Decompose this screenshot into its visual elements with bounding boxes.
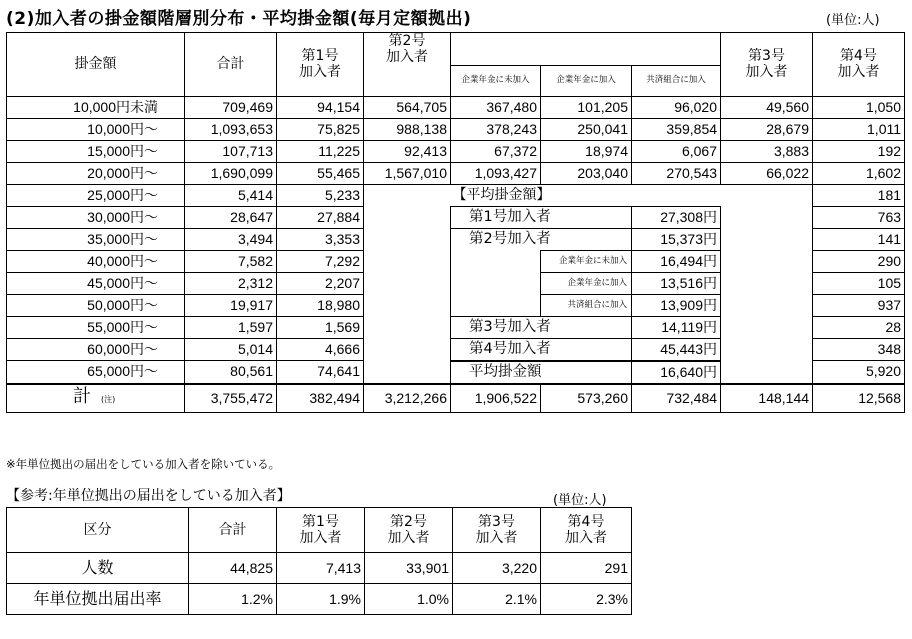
table-row <box>7 553 632 584</box>
cell-no4: 348 <box>813 338 905 361</box>
table-row <box>7 162 905 184</box>
row-label: 20,000円～ <box>7 162 185 184</box>
avg-label-s1: 企業年金に未加入 <box>541 250 632 272</box>
cell-s2: 18,974 <box>541 140 632 162</box>
avg-value-s2: 13,516円 <box>632 272 721 294</box>
blank-cell <box>721 361 813 384</box>
header-no2-span <box>451 33 721 66</box>
ref-header-no4: 第4号 加入者 <box>541 508 632 553</box>
header-amount: 掛金額 <box>7 33 185 97</box>
cell-no2: 1.0% <box>365 584 453 615</box>
avg-value-no3: 14,119円 <box>632 316 721 338</box>
blank-cell <box>721 184 813 206</box>
cell-no3: 3,220 <box>453 553 541 584</box>
blank-cell <box>632 184 721 206</box>
header-no4: 第4号 加入者 <box>813 33 905 97</box>
header-no2-sub3: 共済組合に加入 <box>632 65 721 96</box>
cell-total: 3,494 <box>185 228 277 250</box>
avg-value-s1: 16,494円 <box>632 250 721 272</box>
page-title: (2)加入者の掛金額階層別分布・平均掛金額(毎月定額拠出) <box>6 9 472 29</box>
row-label: 60,000円～ <box>7 338 185 361</box>
cell-s3: 6,067 <box>632 140 721 162</box>
cell-no4: 1,011 <box>813 118 905 140</box>
header-no1: 第1号 加入者 <box>277 33 364 97</box>
cell-no4: 12,568 <box>813 384 905 413</box>
avg-label-no2: 第2号加入者 <box>451 228 632 250</box>
cell-total: 1,093,653 <box>185 118 277 140</box>
avg-value-no2: 15,373円 <box>632 228 721 250</box>
cell-no2: 564,705 <box>364 96 451 118</box>
cell-total: 709,469 <box>185 96 277 118</box>
table-row <box>7 316 905 338</box>
cell-total: 5,014 <box>185 338 277 361</box>
avg-label-s2: 企業年金に加入 <box>541 272 632 294</box>
avg-label-overall: 平均掛金額 <box>451 361 632 384</box>
row-label: 50,000円～ <box>7 294 185 316</box>
row-label: 10,000円～ <box>7 118 185 140</box>
cell-s3: 732,484 <box>632 384 721 413</box>
table-row <box>7 338 905 361</box>
cell-total: 1.2% <box>189 584 277 615</box>
cell-s3: 359,854 <box>632 118 721 140</box>
cell-total: 28,647 <box>185 206 277 228</box>
avg-label-s3: 共済組合に加入 <box>541 294 632 316</box>
reference-title: 【参考:年単位拠出の届出をしている加入者】 <box>6 488 291 504</box>
cell-no1: 4,666 <box>277 338 364 361</box>
blank-cell <box>451 294 541 316</box>
cell-no3: 49,560 <box>721 96 813 118</box>
ref-header-no1: 第1号 加入者 <box>277 508 365 553</box>
ref-header-category: 区分 <box>7 508 189 553</box>
total-label: 計 <box>73 386 91 407</box>
ref-header-no3: 第3号 加入者 <box>453 508 541 553</box>
blank-cell <box>364 294 451 316</box>
cell-no4: 2.3% <box>541 584 632 615</box>
header-no2-top: 第2号 加入者 <box>364 33 451 66</box>
cell-s2: 250,041 <box>541 118 632 140</box>
cell-no1: 5,233 <box>277 184 364 206</box>
cell-no3: 28,679 <box>721 118 813 140</box>
row-label: 35,000円～ <box>7 228 185 250</box>
cell-no1: 3,353 <box>277 228 364 250</box>
cell-no4: 1,050 <box>813 96 905 118</box>
table-row <box>7 228 905 250</box>
cell-no2: 33,901 <box>365 553 453 584</box>
cell-no4: 28 <box>813 316 905 338</box>
cell-no3: 3,883 <box>721 140 813 162</box>
average-heading: 【平均掛金額】 <box>451 184 632 206</box>
total-label-cell <box>7 384 185 413</box>
table-row <box>7 361 905 384</box>
cell-no1: 94,154 <box>277 96 364 118</box>
avg-value-s3: 13,909円 <box>632 294 721 316</box>
cell-total: 19,917 <box>185 294 277 316</box>
cell-no4: 1,602 <box>813 162 905 184</box>
header-no2-spacer <box>364 65 451 96</box>
cell-no1: 74,641 <box>277 361 364 384</box>
cell-total: 1,690,099 <box>185 162 277 184</box>
table-row <box>7 184 905 206</box>
table-row <box>7 118 905 140</box>
cell-no4: 290 <box>813 250 905 272</box>
cell-total: 1,597 <box>185 316 277 338</box>
header-no2-sub2: 企業年金に加入 <box>541 65 632 96</box>
blank-cell <box>364 272 451 294</box>
cell-s3: 96,020 <box>632 96 721 118</box>
cell-no4: 937 <box>813 294 905 316</box>
cell-no1: 18,980 <box>277 294 364 316</box>
row-label: 人数 <box>7 553 189 584</box>
cell-no1: 27,884 <box>277 206 364 228</box>
cell-total: 3,755,472 <box>185 384 277 413</box>
ref-header-total: 合計 <box>189 508 277 553</box>
cell-no2: 1,567,010 <box>364 162 451 184</box>
row-label: 年単位拠出届出率 <box>7 584 189 615</box>
cell-total: 44,825 <box>189 553 277 584</box>
blank-cell <box>721 338 813 361</box>
cell-no1: 1,569 <box>277 316 364 338</box>
table-row <box>7 140 905 162</box>
cell-s2: 203,040 <box>541 162 632 184</box>
avg-value-no1: 27,308円 <box>632 206 721 228</box>
cell-no4: 5,920 <box>813 361 905 384</box>
avg-label-no4: 第4号加入者 <box>451 338 632 361</box>
cell-s1: 1,906,522 <box>451 384 541 413</box>
avg-value-no4: 45,443円 <box>632 338 721 361</box>
avg-label-no3: 第3号加入者 <box>451 316 632 338</box>
reference-unit: (単位:人) <box>553 493 607 508</box>
cell-no3: 148,144 <box>721 384 813 413</box>
blank-cell <box>451 250 541 272</box>
cell-no1: 11,225 <box>277 140 364 162</box>
cell-s2: 573,260 <box>541 384 632 413</box>
table-row <box>7 584 632 615</box>
cell-total: 107,713 <box>185 140 277 162</box>
blank-cell <box>721 206 813 228</box>
cell-no4: 105 <box>813 272 905 294</box>
row-label: 55,000円～ <box>7 316 185 338</box>
blank-cell <box>721 316 813 338</box>
table-row <box>7 272 905 294</box>
cell-no4: 141 <box>813 228 905 250</box>
blank-cell <box>721 228 813 250</box>
main-table <box>6 32 905 413</box>
blank-cell <box>721 250 813 272</box>
cell-no4: 763 <box>813 206 905 228</box>
row-label: 10,000円未満 <box>7 96 185 118</box>
row-label: 40,000円～ <box>7 250 185 272</box>
cell-no1: 55,465 <box>277 162 364 184</box>
ref-header-no2: 第2号 加入者 <box>365 508 453 553</box>
cell-total: 5,414 <box>185 184 277 206</box>
blank-cell <box>364 228 451 250</box>
cell-total: 2,312 <box>185 272 277 294</box>
row-label: 25,000円～ <box>7 184 185 206</box>
cell-total: 7,582 <box>185 250 277 272</box>
cell-s1: 67,372 <box>451 140 541 162</box>
blank-cell <box>364 206 451 228</box>
blank-cell <box>364 316 451 338</box>
row-label: 30,000円～ <box>7 206 185 228</box>
reference-table <box>6 507 632 615</box>
header-total: 合計 <box>185 33 277 97</box>
cell-no2: 3,212,266 <box>364 384 451 413</box>
cell-s1: 367,480 <box>451 96 541 118</box>
header-no2-sub1: 企業年金に未加入 <box>451 65 541 96</box>
footnote: ※年単位拠出の届出をしている加入者を除いている。 <box>6 457 281 471</box>
cell-s1: 378,243 <box>451 118 541 140</box>
cell-no2: 92,413 <box>364 140 451 162</box>
cell-no1: 75,825 <box>277 118 364 140</box>
cell-s3: 270,543 <box>632 162 721 184</box>
cell-no1: 7,413 <box>277 553 365 584</box>
avg-label-no1: 第1号加入者 <box>451 206 632 228</box>
unit-label: (単位:人) <box>826 13 880 28</box>
cell-no4: 291 <box>541 553 632 584</box>
blank-cell <box>364 184 451 206</box>
blank-cell <box>451 272 541 294</box>
row-label: 65,000円～ <box>7 361 185 384</box>
total-note: (注) <box>101 395 116 404</box>
cell-no4: 192 <box>813 140 905 162</box>
avg-value-overall: 16,640円 <box>632 361 721 384</box>
blank-cell <box>364 338 451 361</box>
table-row <box>7 96 905 118</box>
cell-no4: 181 <box>813 184 905 206</box>
blank-cell <box>721 272 813 294</box>
row-label: 45,000円～ <box>7 272 185 294</box>
cell-no2: 988,138 <box>364 118 451 140</box>
blank-cell <box>364 361 451 384</box>
blank-cell <box>364 250 451 272</box>
cell-s1: 1,093,427 <box>451 162 541 184</box>
cell-no1: 7,292 <box>277 250 364 272</box>
cell-total: 80,561 <box>185 361 277 384</box>
cell-no3: 2.1% <box>453 584 541 615</box>
table-row <box>7 206 905 228</box>
row-label: 15,000円～ <box>7 140 185 162</box>
cell-no3: 66,022 <box>721 162 813 184</box>
cell-no1: 1.9% <box>277 584 365 615</box>
table-row <box>7 294 905 316</box>
table-row <box>7 250 905 272</box>
cell-s2: 101,205 <box>541 96 632 118</box>
total-row <box>7 384 905 413</box>
blank-cell <box>721 294 813 316</box>
cell-no1: 2,207 <box>277 272 364 294</box>
cell-no1: 382,494 <box>277 384 364 413</box>
header-no3: 第3号 加入者 <box>721 33 813 97</box>
